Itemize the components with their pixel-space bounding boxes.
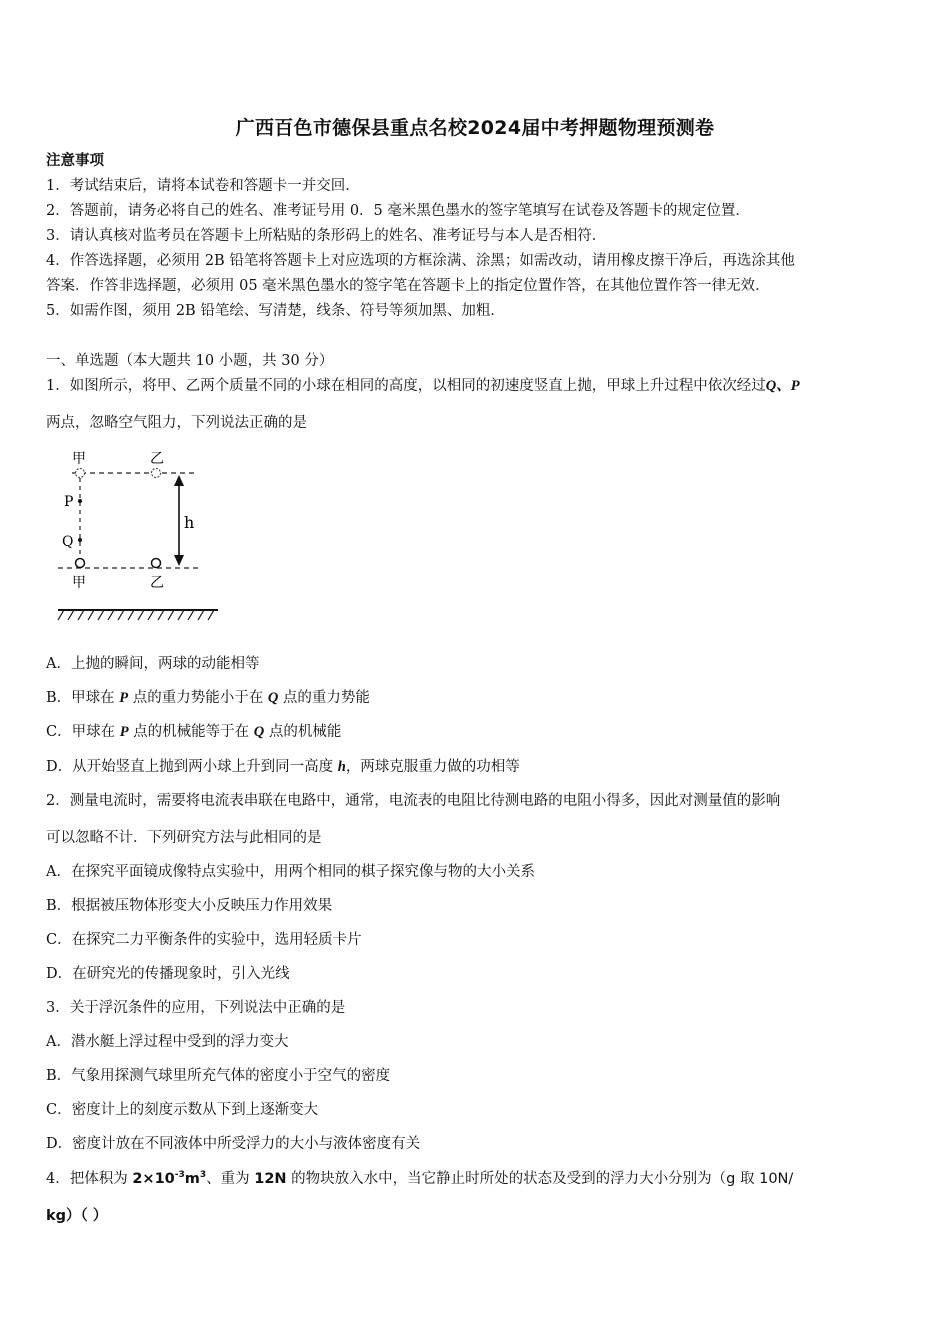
q4-text-mid: 、重为 (206, 1171, 255, 1187)
q3-option-a: A．潜水艇上浮过程中受到的浮力变大 (46, 1034, 289, 1050)
q1-option-d (46, 758, 520, 776)
notice-item: 3．请认真核对监考员在答题卡上所粘贴的条形码上的姓名、准考证号与本人是否相符． (46, 228, 607, 244)
notice-item: 答案．作答非选择题，必须用 05 毫米黑色墨水的签字笔在答题卡上的指定位置作答，在其他位置作答一律无效． (46, 278, 770, 294)
notice-item: 5．如需作图，须用 2B 铅笔绘、写清楚，线条、符号等须加黑、加粗． (46, 303, 505, 319)
q3-option-d: D．密度计放在不同液体中所受浮力的大小与液体密度有关 (46, 1136, 421, 1152)
ball-jia-top (76, 469, 85, 478)
q1-c-text-end: 点的机械能 (264, 724, 342, 740)
q1-figure (54, 444, 224, 624)
ball-yi-top (152, 469, 161, 478)
q4-volume-unit: m (184, 1171, 200, 1187)
page-title: 广西百色市德保县重点名校2024届中考押题物理预测卷 (235, 117, 715, 139)
label-jia-bottom: 甲 (72, 575, 86, 591)
notice-heading: 注意事项 (46, 152, 104, 169)
question-4-stem (46, 1170, 793, 1188)
q1-b-var-p: P (119, 690, 129, 706)
q4-volume-base: 2×10 (132, 1171, 175, 1187)
q4-volume-exp: -3 (174, 1170, 185, 1180)
q4-volume (132, 1171, 206, 1187)
q1-stem-points: Q、P (765, 378, 800, 394)
question-2-stem: 2．测量电流时，需要将电流表串联在电路中，通常，电流表的电阻比待测电路的电阻小得多，因此对测量值的影响 (46, 793, 781, 809)
q1-option-a: A．上抛的瞬间，两球的动能相等 (46, 656, 260, 672)
q1-c-var-p: P (119, 724, 129, 740)
question-2-stem-cont: 可以忽略不计．下列研究方法与此相同的是 (46, 830, 322, 846)
q4-weight: 12N (254, 1171, 287, 1187)
notice-item: 1．考试结束后，请将本试卷和答题卡一并交回． (46, 178, 360, 194)
q4-volume-unit-exp: 3 (199, 1170, 207, 1180)
q2-option-a: A．在探究平面镜成像特点实验中，用两个相同的棋子探究像与物的大小关系 (46, 864, 535, 880)
question-1-stem (46, 377, 800, 395)
label-q: Q (62, 534, 74, 550)
q1-d-text-end: ，两球克服重力做的功相等 (345, 759, 520, 775)
arrow-head-up (174, 475, 184, 486)
q1-c-text: C．甲球在 (46, 724, 120, 740)
q1-option-b (46, 689, 370, 707)
q1-d-text: D．从开始竖直上抛到两小球上升到同一高度 (46, 759, 338, 775)
label-jia-top: 甲 (72, 451, 86, 467)
ball-jia-bottom (76, 559, 85, 568)
q1-c-text-mid: 点的机械能等于在 (128, 724, 254, 740)
q2-option-c: C．在探究二力平衡条件的实验中，选用轻质卡片 (46, 932, 362, 948)
notice-item: 4．作答选择题，必须用 2B 铅笔将答题卡上对应选项的方框涂满、涂黑；如需改动，请用橡皮擦干净后，再选涂其他 (46, 253, 795, 269)
label-yi-bottom: 乙 (150, 575, 164, 591)
q3-option-b: B．气象用探测气球里所充气体的密度小于空气的密度 (46, 1068, 391, 1084)
q1-d-var-h: h (337, 759, 346, 775)
notice-item: 2．答题前，请务必将自己的姓名、准考证号用 0．5 毫米黑色墨水的签字笔填写在试卷及答题卡的规定位置． (46, 203, 750, 219)
q1-b-text: B．甲球在 (46, 690, 120, 706)
q4-text-end: 的物块放入水中，当它静止时所处的状态及受到的浮力大小分别为（g 取 10N/ (286, 1171, 794, 1187)
label-p: P (64, 494, 74, 510)
point-q (78, 538, 82, 542)
question-1-stem-cont: 两点，忽略空气阻力，下列说法正确的是 (46, 415, 307, 431)
label-h: h (184, 513, 195, 532)
q1-stem-text: 1．如图所示，将甲、乙两个质量不同的小球在相同的高度，以相同的初速度竖直上抛，甲球上升过程中依次经过 (46, 378, 766, 394)
arrow-head-down (174, 555, 184, 566)
q4-text: 4．把体积为 (46, 1171, 133, 1187)
ground-hatch (58, 610, 214, 620)
point-p (78, 499, 82, 503)
q1-b-text-mid: 点的重力势能小于在 (128, 690, 268, 706)
section-heading: 一、单选题（本大题共 10 小题，共 30 分） (46, 353, 334, 369)
ball-yi-bottom (152, 559, 161, 568)
q2-option-d: D．在研究光的传播现象时，引入光线 (46, 966, 290, 982)
q1-b-text-end: 点的重力势能 (278, 690, 370, 706)
q1-b-var-q: Q (267, 690, 279, 706)
question-4-stem-cont: kg）（ ） (46, 1208, 108, 1224)
q2-option-b: B．根据被压物体形变大小反映压力作用效果 (46, 898, 333, 914)
label-yi-top: 乙 (150, 451, 164, 467)
q3-option-c: C．密度计上的刻度示数从下到上逐渐变大 (46, 1102, 319, 1118)
question-3-stem: 3．关于浮沉条件的应用，下列说法中正确的是 (46, 1000, 346, 1016)
q1-option-c (46, 723, 341, 741)
q1-c-var-q: Q (253, 724, 265, 740)
